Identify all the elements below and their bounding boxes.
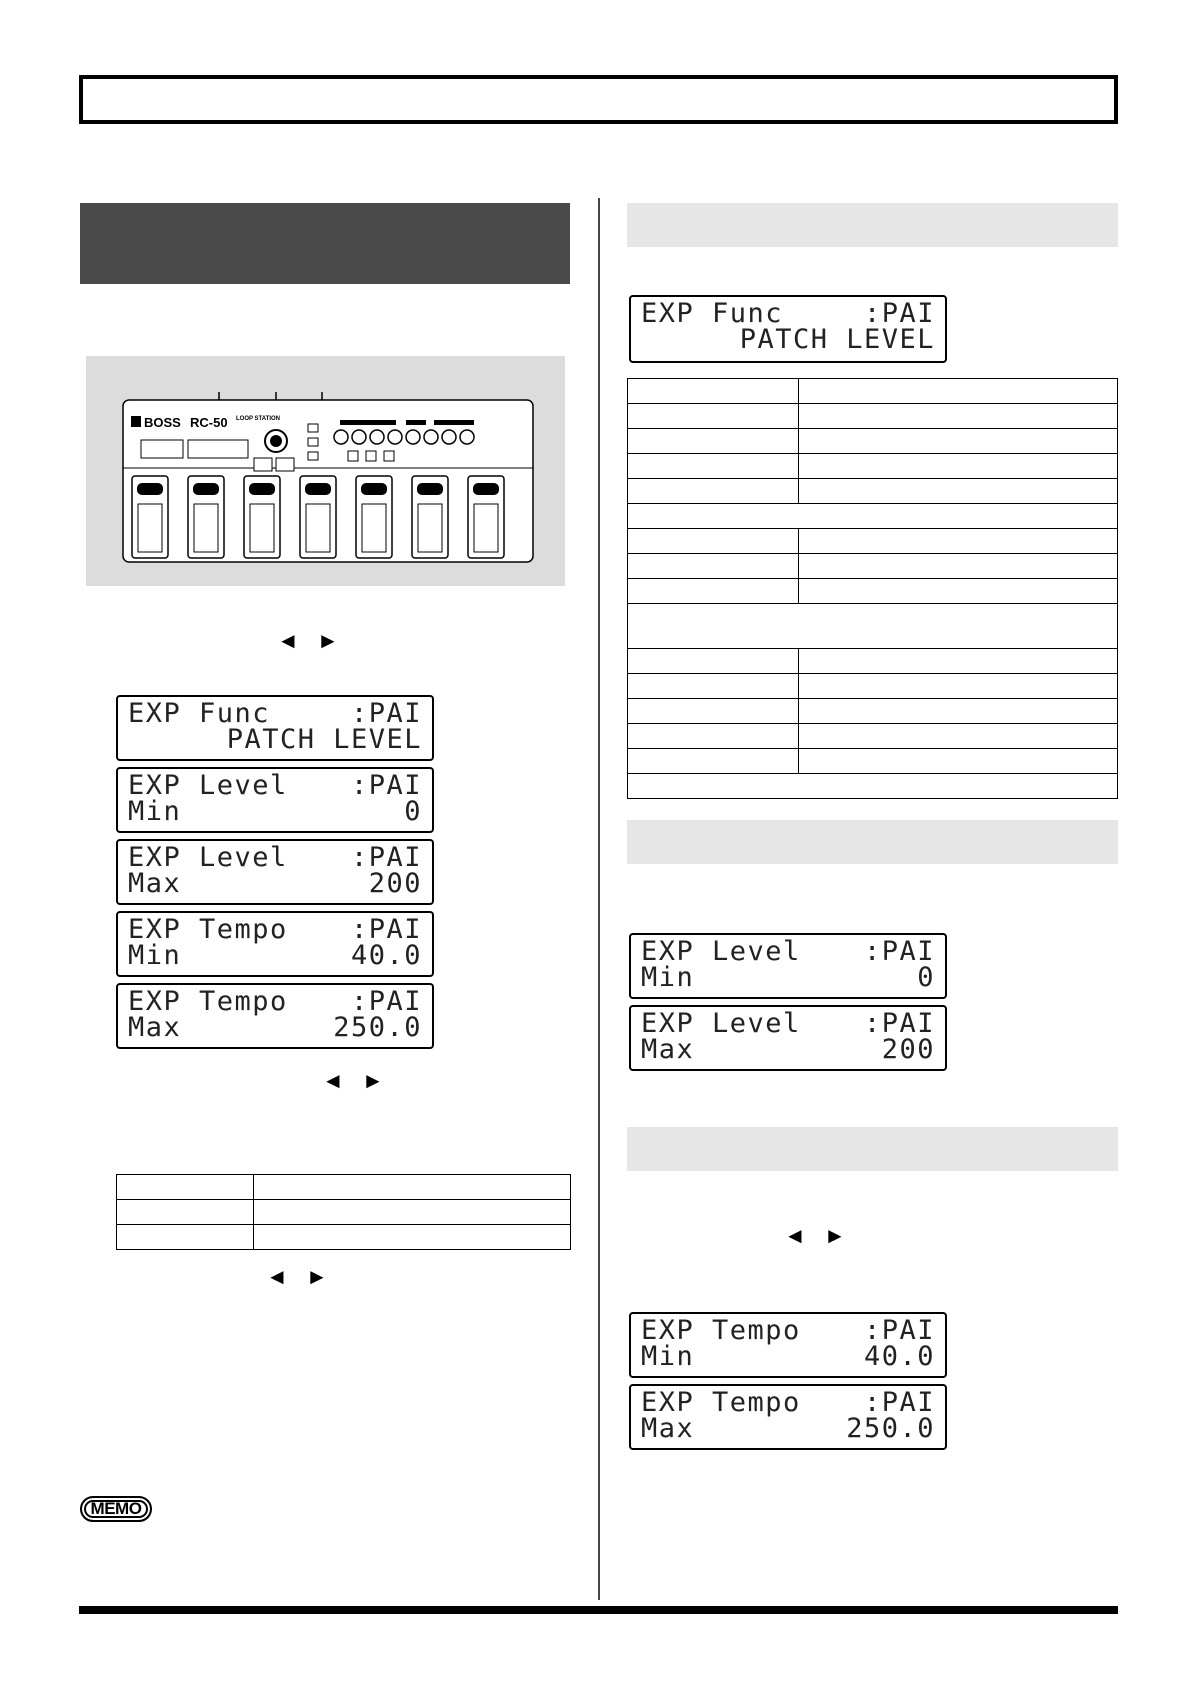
lcd-display: EXP Tempo :PAI Max 250.0 (116, 983, 434, 1049)
parameter-table (116, 1174, 571, 1250)
cursor-arrows: ◄ ► (266, 1264, 330, 1289)
lcd-display: EXP Tempo :PAI Min 40.0 (629, 1312, 947, 1378)
chapter-header-box (79, 75, 1118, 124)
svg-text:RC-50: RC-50 (190, 415, 228, 430)
subsection-heading-bar (627, 820, 1118, 864)
function-table (627, 378, 1118, 799)
lcd-display: EXP Tempo :PAI Max 250.0 (629, 1384, 947, 1450)
lcd-display: EXP Func :PAI PATCH LEVEL (116, 695, 434, 761)
rc50-panel-drawing (86, 356, 565, 586)
brand-logo: BOSS (144, 415, 181, 430)
cursor-arrows: ◄ ► (784, 1223, 848, 1248)
lcd-display: EXP Level :PAI Min 0 (116, 767, 434, 833)
memo-badge: MEMO (80, 1496, 152, 1522)
subsection-heading-bar (627, 1127, 1118, 1171)
column-divider (598, 198, 600, 1600)
lcd-display: EXP Level :PAI Min 0 (629, 933, 947, 999)
cursor-arrows: ◄ ► (322, 1068, 386, 1093)
footer-rule (79, 1606, 1118, 1614)
svg-text:LOOP STATION: LOOP STATION (236, 416, 281, 422)
subsection-heading-bar (627, 203, 1118, 247)
lcd-display: EXP Level :PAI Max 200 (629, 1005, 947, 1071)
lcd-display: EXP Level :PAI Max 200 (116, 839, 434, 905)
lcd-display: EXP Tempo :PAI Min 40.0 (116, 911, 434, 977)
cursor-arrows: ◄ ► (277, 628, 341, 653)
section-heading-bar (80, 203, 570, 284)
device-illustration (86, 356, 565, 586)
lcd-display: EXP Func :PAI PATCH LEVEL (629, 295, 947, 363)
